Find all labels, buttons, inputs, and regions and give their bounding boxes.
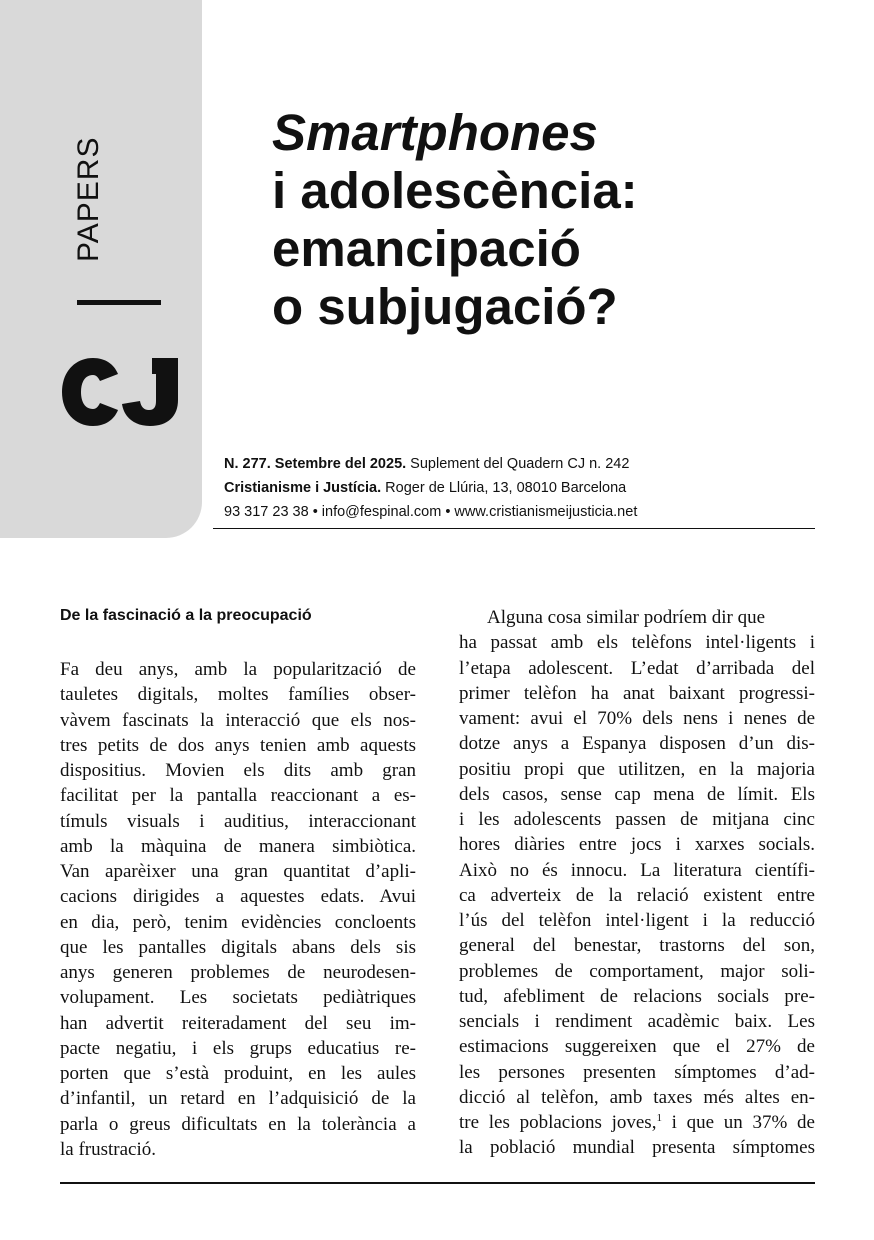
text-line: han advertit reiteradament del seu im-	[60, 1012, 416, 1034]
text-line: l’etapa adolescent. L’edat d’arribada del	[459, 657, 815, 679]
text-line: estimacions suggereixen que el 27% de	[459, 1036, 815, 1058]
publication-info	[224, 452, 637, 524]
text-line: problemes de comportament, major soli-	[459, 960, 815, 982]
text-line: sencials i rendiment acadèmic baix. Les	[459, 1011, 815, 1032]
organization-name: Cristianisme i Justícia.	[224, 480, 382, 496]
issue-line	[224, 452, 637, 476]
title-line-3: emancipació	[272, 220, 581, 277]
article-column-left	[60, 605, 416, 1162]
text-line: tres petits de dos anys tenien amb aquests	[60, 734, 416, 756]
text-line: Alguna cosa similar podríem dir que	[487, 607, 766, 628]
text-line: vament: avui el 70% dels nens i nenes de	[459, 708, 815, 729]
text-line: la població mundial presenta símptomes	[459, 1137, 815, 1159]
section-heading: De la fascinació a la preocupació	[60, 607, 312, 624]
text-line: Fa deu anys, amb la popularització de	[60, 659, 416, 680]
article-column-right	[459, 605, 815, 1161]
title-line-4: o subjugació?	[272, 278, 618, 335]
text-line: i les adolescents passen de mitjana cinc	[459, 809, 815, 830]
header-divider	[213, 528, 815, 529]
text-line: hores diàries entre jocs i xarxes socials.	[459, 834, 815, 856]
text-line: ca adverteix de la relació existent entre	[459, 884, 815, 906]
right-paragraph	[459, 605, 815, 1110]
footer-divider	[60, 1182, 815, 1184]
text-line: dels casos, sense cap mena de límit. Els	[459, 783, 815, 805]
text-line: dicció al telèfon, amb taxes més altes en-	[459, 1086, 815, 1108]
text-fragment: i que un 37% de	[661, 1112, 815, 1133]
sidebar-panel	[0, 0, 202, 538]
organization-line	[224, 476, 637, 500]
text-line: tímuls visuals i auditius, interaccionant	[60, 810, 416, 832]
text-line: volupament. Les societats pediàtriques	[60, 987, 416, 1009]
text-line: dotze anys a Espanya disposen d’un dis-	[459, 733, 815, 755]
text-line: tauletes digitals, moltes famílies obser-	[60, 684, 416, 706]
text-line: parla o greus dificultats en la tolerància a	[60, 1113, 416, 1135]
text-line	[459, 1110, 815, 1135]
text-line: que les pantalles digitals abans dels sis	[60, 936, 416, 958]
text-line: positiu propi que utilitzen, en la majoria	[459, 758, 815, 780]
text-line: general del benestar, trastorns del son,	[459, 935, 815, 957]
text-line: ha passat amb els telèfons intel·ligents i	[459, 632, 815, 654]
footnote-reference[interactable]: 1	[656, 1112, 662, 1124]
text-line: anys generen problemes de neurodesen-	[60, 962, 416, 983]
title-line-1: Smartphones	[272, 104, 598, 161]
text-line: amb la màquina de manera simbiòtica.	[60, 835, 416, 857]
contact-line: 93 317 23 38 • info@fespinal.com • www.cristianismeijusticia.net	[224, 504, 638, 520]
text-line: Això no és innocu. La literatura científi-	[459, 859, 815, 881]
text-line: les persones presenten símptomes d’ad-	[459, 1061, 815, 1083]
page-title	[272, 104, 638, 336]
left-paragraph	[60, 657, 416, 1162]
issue-number: N. 277. Setembre del 2025.	[224, 456, 407, 472]
text-line: en dia, però, tenim evidències concloents	[60, 911, 416, 933]
text-line: porten que s’està produint, en les aules	[60, 1063, 416, 1084]
text-line: facilitat per la pantalla reaccionant a es-	[60, 785, 416, 807]
issue-supplement: Suplement del Quadern CJ n. 242	[406, 456, 630, 472]
text-line: dispositius. Movien els dits amb gran	[60, 760, 416, 781]
text-line: tud, afebliment de relacions socials pre-	[459, 985, 815, 1007]
text-line: l’ús del telèfon intel·ligent i la reducció	[459, 910, 815, 931]
text-line: d’infantil, un retard en l’adquisició de la	[60, 1088, 416, 1110]
text-line: pacte negatiu, i els grups educatius re-	[60, 1037, 416, 1059]
sidebar-divider	[77, 300, 161, 305]
cj-logo-icon	[60, 356, 180, 428]
text-fragment: tre les poblacions joves,	[459, 1112, 657, 1133]
title-line-2: i adolescència:	[272, 162, 638, 219]
series-label: PAPERS	[72, 136, 105, 262]
text-line: Van aparèixer una gran quantitat d’apli-	[60, 861, 416, 882]
text-line: vàvem fascinats la interacció que els nos-	[60, 709, 416, 731]
text-line: cacions dirigides a aquestes edats. Avui	[60, 886, 416, 908]
text-line: primer telèfon ha anat baixant progressi-	[459, 682, 815, 704]
text-line: la frustració.	[60, 1138, 157, 1160]
organization-address: Roger de Llúria, 13, 08010 Barcelona	[381, 480, 627, 496]
